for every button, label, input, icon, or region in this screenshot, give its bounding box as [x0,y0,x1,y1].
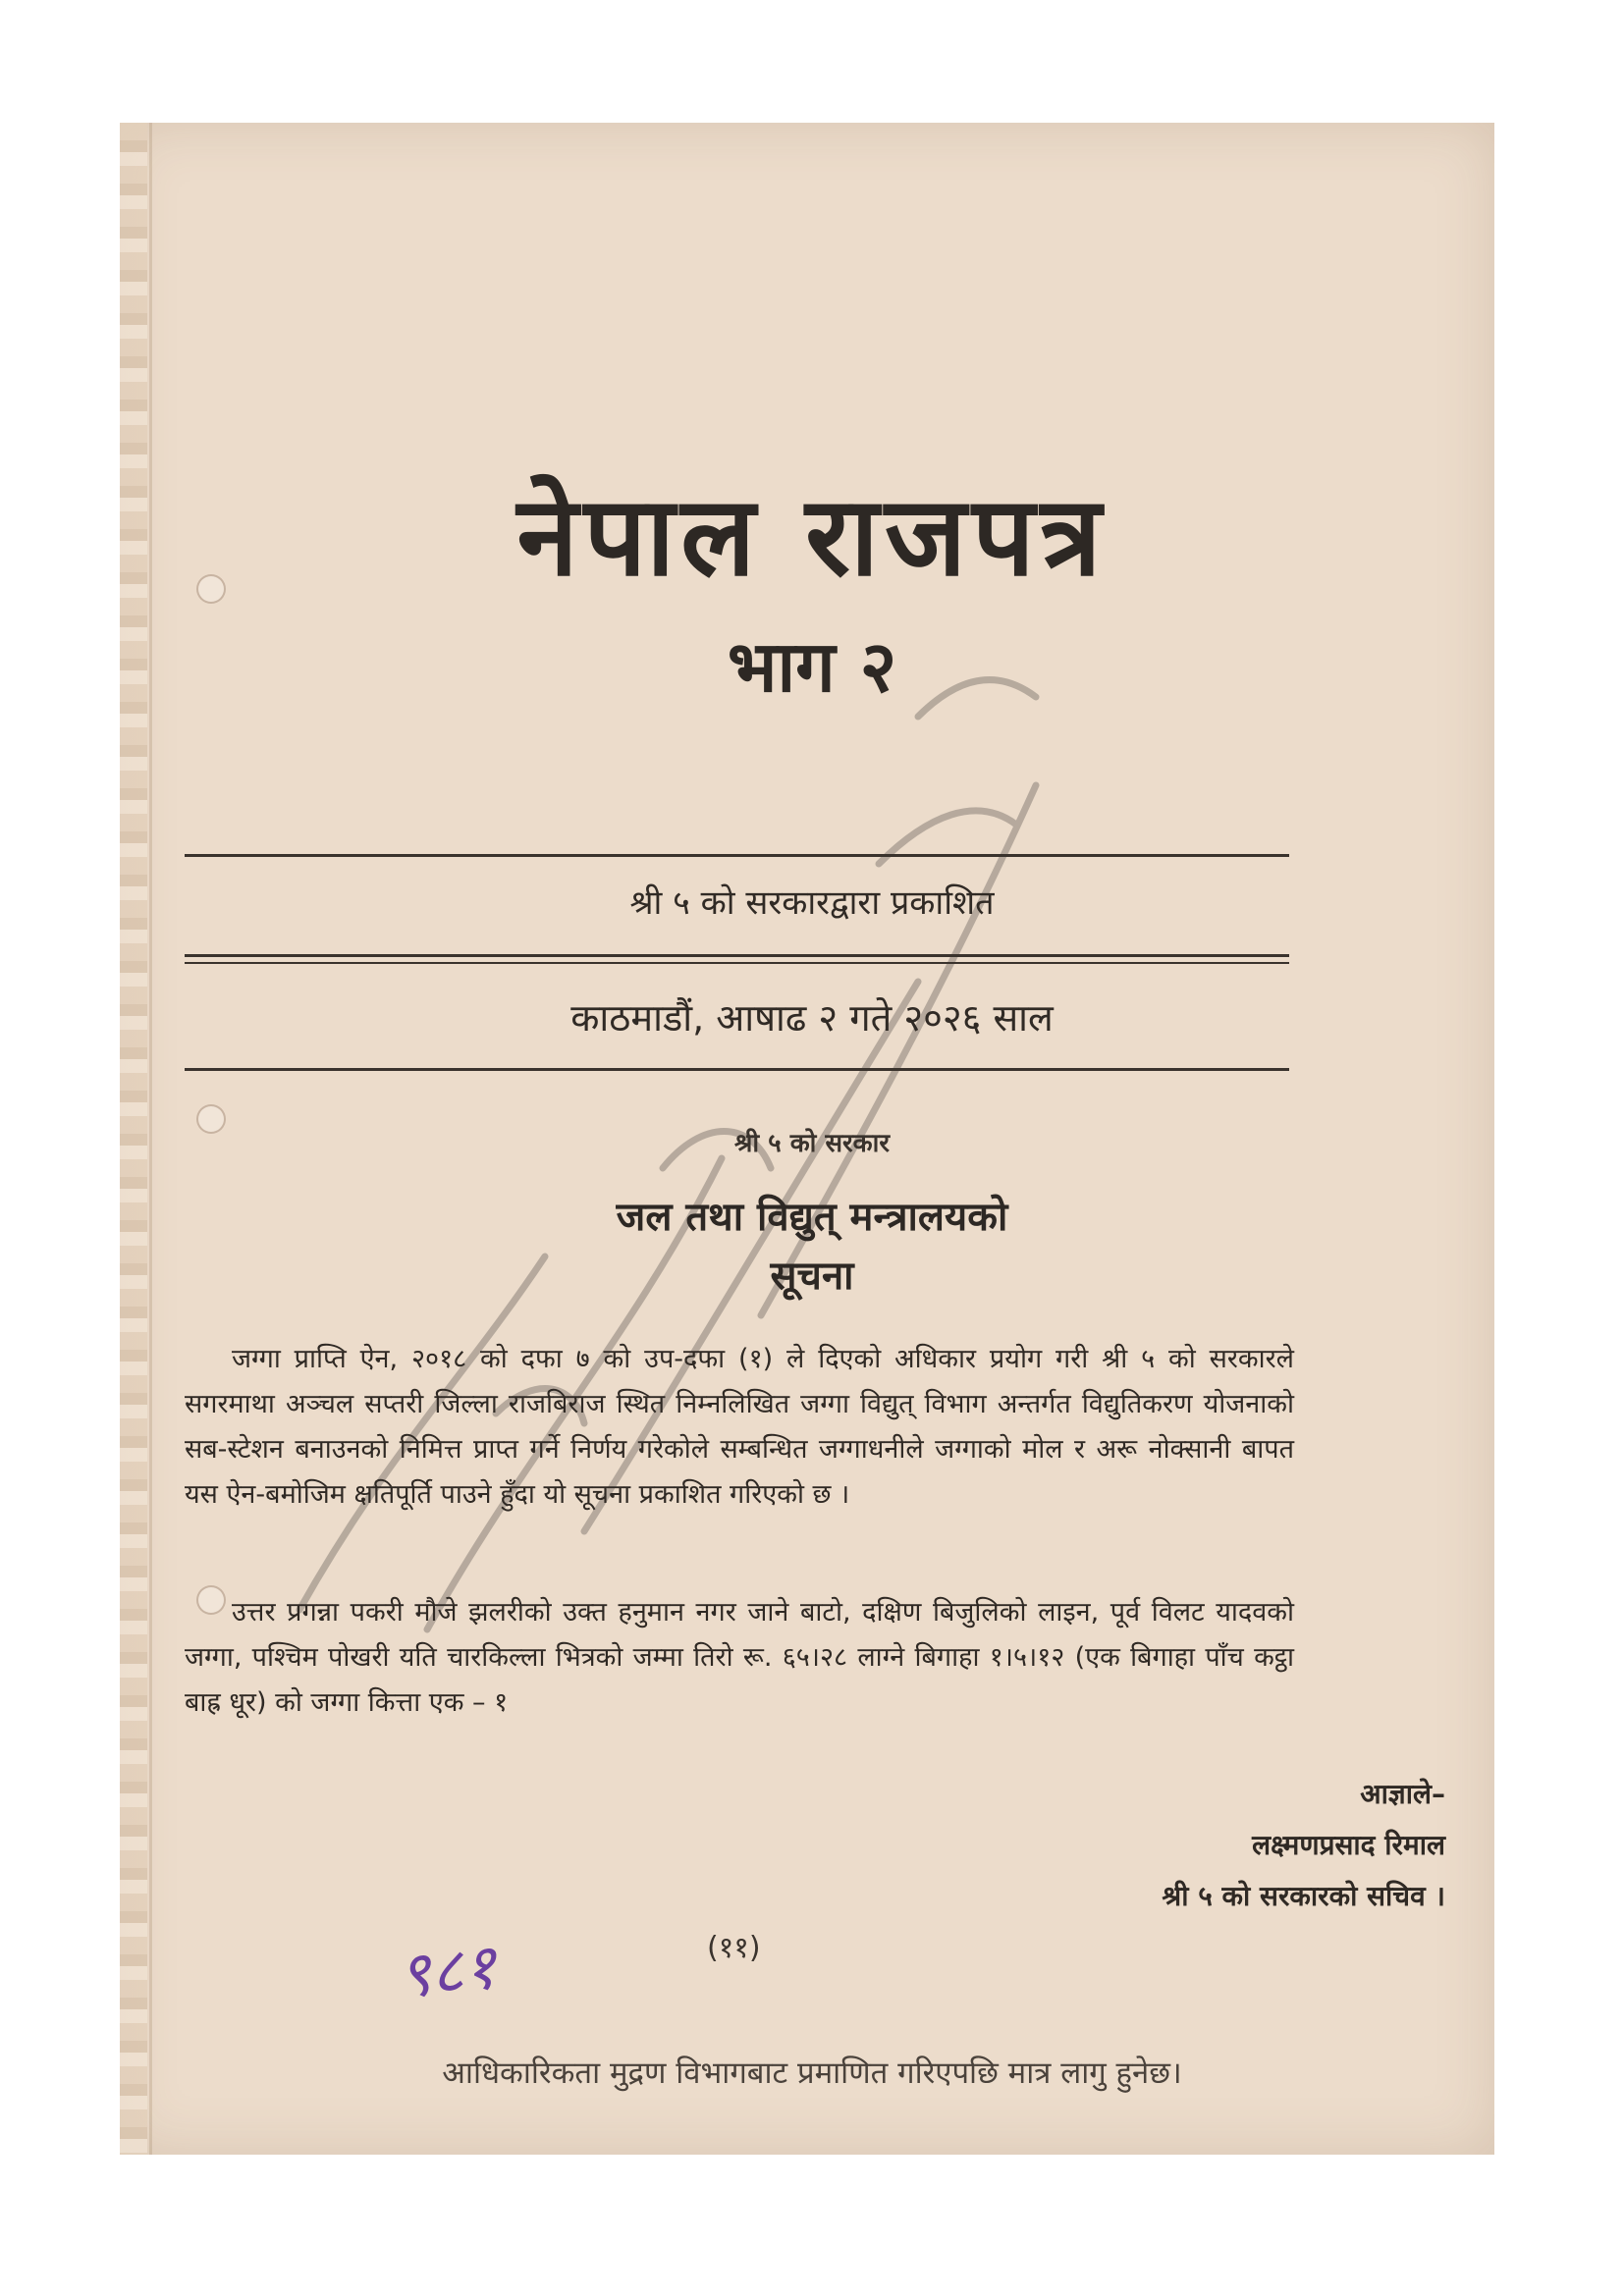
notice-paragraph-2: उत्तर प्रगन्ना पकरी मौजे झलरीको उक्त हनुमान नगर जाने बाटो, दक्षिण बिजुलिको लाइन, पूर्व विलट यादवको जग्गा, पश्चिम पोखरी यति चारकिल्ला भित्रको जम्मा तिरो रू. ६५।२८ लाग्ने बिगाहा १।५।१२ (एक बिगाहा पाँच कट्ठा बाह्र धूर) को जग्गा कित्ता एक – १ [185,1597,1294,1718]
signature-by-order: आज्ञाले– [1360,1778,1445,1810]
notice-heading: सूचना [770,1254,854,1299]
authenticity-footer: आधिकारिकता मुद्रण विभागबाट प्रमाणित गरिएपछि मात्र लागु हुनेछ। [442,2056,1182,2091]
divider [185,962,1289,964]
handwritten-number: ९८१ [394,1930,500,2013]
divider [185,1068,1289,1071]
notice-government: श्री ५ को सरकार [733,1129,891,1158]
page-number: (११) [707,1931,761,1965]
signature-title: श्री ५ को सरकारको सचिव । [1162,1880,1445,1912]
publisher-line: श्री ५ को सरकारद्वारा प्रकाशित [629,883,995,923]
divider [185,954,1289,957]
gazette-title: नेपाल राजपत्र [516,472,1108,601]
dateline: काठमाडौं, आषाढ २ गते २०२६ साल [570,996,1054,1040]
signature-name: लक्ष्मणप्रसाद रिमाल [1252,1829,1445,1861]
notice-ministry: जल तथा विद्युत् मन्त्रालयको [616,1195,1008,1240]
notice-paragraph-1: जग्गा प्राप्ति ऐन, २०१८ को दफा ७ को उप-दफा (१) ले दिएको अधिकार प्रयोग गरी श्री ५ को सरकारले सगरमाथा अञ्चल सप्तरी जिल्ला राजबिराज स्थित निम्नलिखित जग्गा विद्युत् विभाग अन्तर्गत विद्युतिकरण योजनाको सब-स्टेशन बनाउनको निमित्त प्राप्त गर्ने निर्णय गरेकोले सम्बन्धित जग्गाधनीले जग्गाको मोल र अरू नोक्सानी बापत यस ऐन-बमोजिम क्षतिपूर्ति पाउने हुँदा यो सूचना प्रकाशित गरिएको छ । [185,1344,1294,1510]
divider [185,854,1289,857]
gazette-part: भाग २ [727,624,897,708]
